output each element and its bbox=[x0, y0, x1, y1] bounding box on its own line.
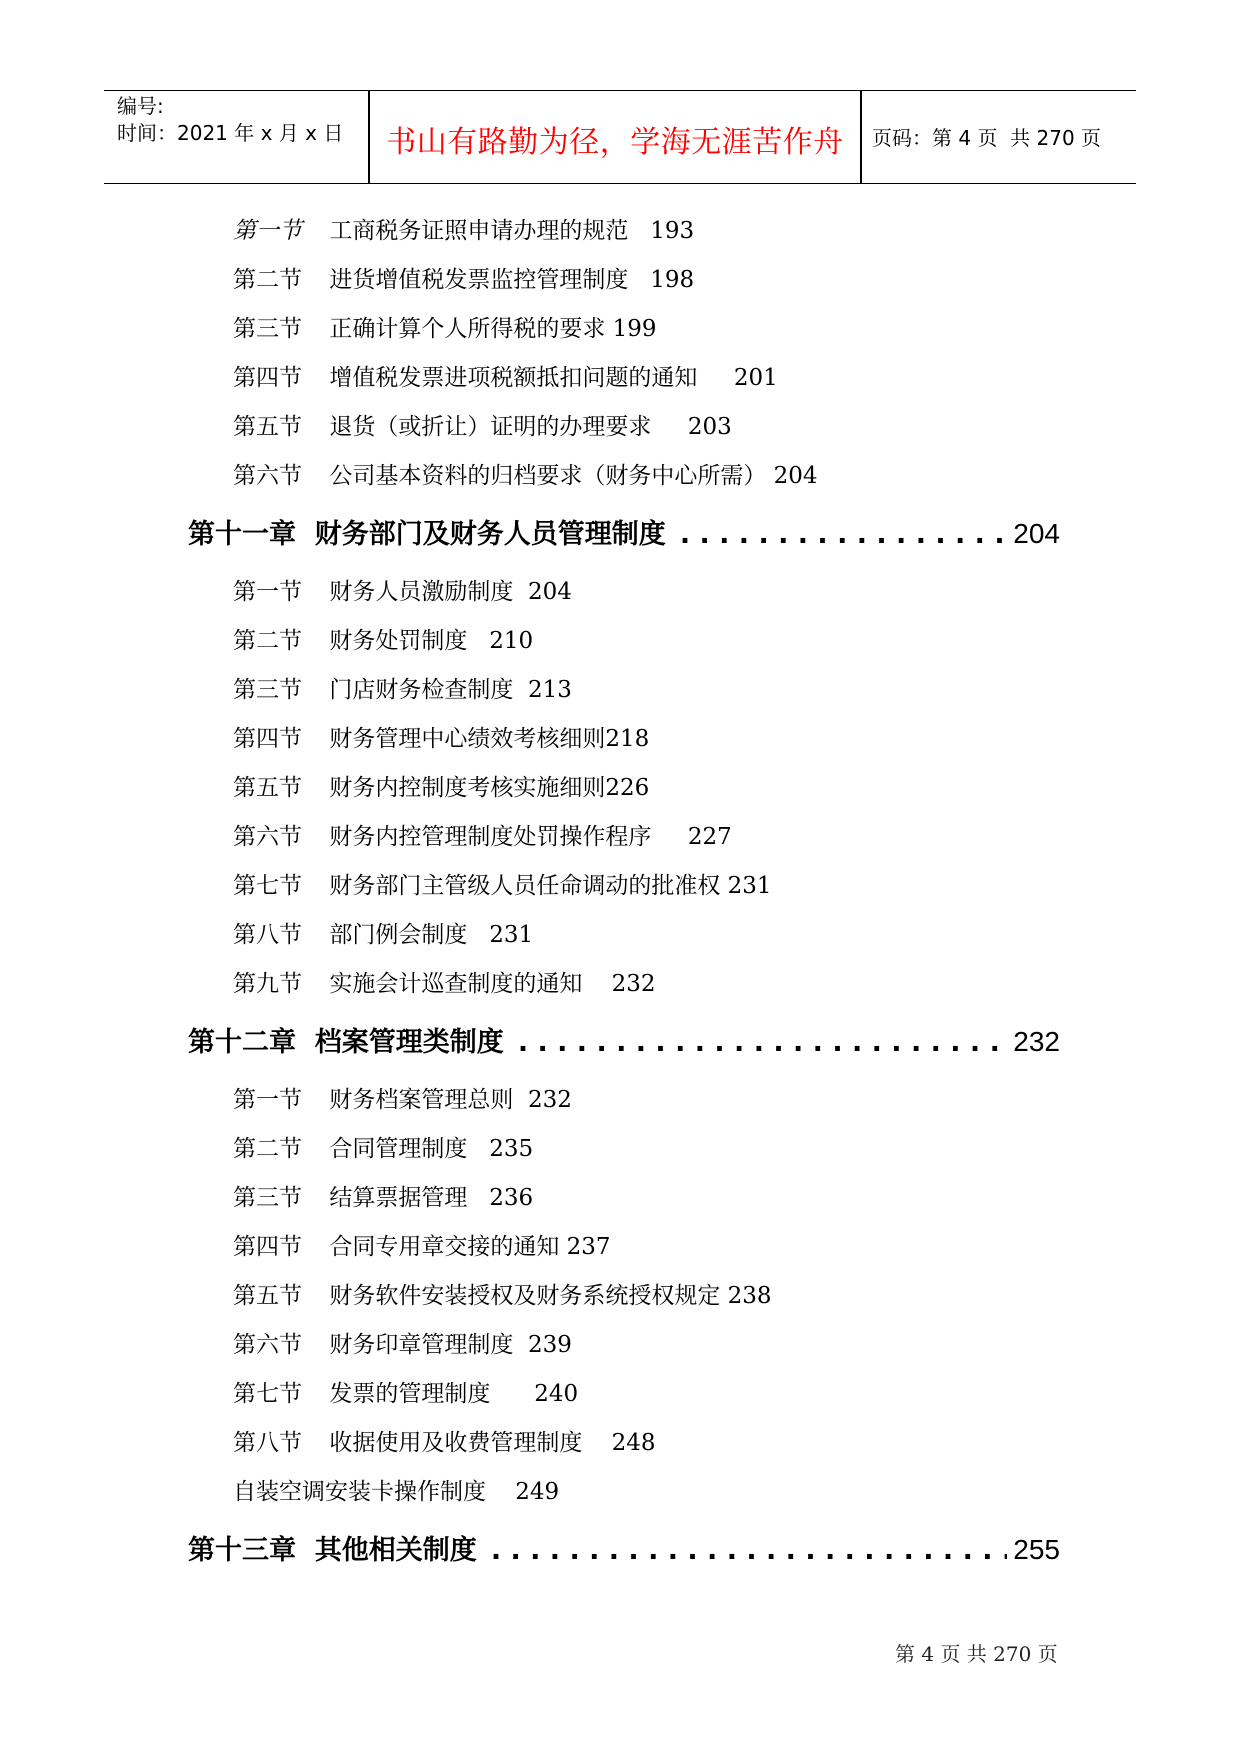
toc-section[interactable] bbox=[233, 773, 649, 803]
toc-section[interactable] bbox=[233, 1085, 572, 1115]
toc-dot-leader bbox=[491, 1534, 1007, 1568]
toc-section-gap bbox=[628, 218, 650, 244]
toc-chapter-title: 第十二章 档案管理类制度 bbox=[188, 1027, 504, 1058]
toc-section-page: 231 bbox=[489, 922, 534, 948]
toc-section-gap bbox=[720, 1283, 727, 1309]
toc-section-title: 合同管理制度 bbox=[329, 1136, 468, 1162]
toc-section-title: 自装空调安装卡操作制度 bbox=[233, 1479, 486, 1505]
toc-section-title: 部门例会制度 bbox=[329, 922, 468, 948]
toc-section-label: 第八节 bbox=[233, 1430, 302, 1456]
toc-section-page: 193 bbox=[650, 218, 695, 244]
toc-section-label: 第四节 bbox=[233, 365, 302, 391]
header-number-label: 编号: bbox=[117, 94, 164, 118]
toc-section-title: 财务内控管理制度处罚操作程序 bbox=[329, 824, 652, 850]
toc-section-page: 201 bbox=[733, 365, 778, 391]
toc-section-title: 增值税发票进项税额抵扣问题的通知 bbox=[329, 365, 698, 391]
toc-section-gap bbox=[513, 677, 528, 703]
toc-section-page: 236 bbox=[489, 1185, 534, 1211]
page-footer: 第 4 页 共 270 页 bbox=[895, 1642, 1058, 1666]
toc-section-gap bbox=[697, 365, 734, 391]
toc-section[interactable] bbox=[233, 216, 694, 246]
toc-section-label: 第一节 bbox=[233, 1087, 302, 1113]
toc-section[interactable] bbox=[233, 1428, 655, 1458]
toc-section-page: 237 bbox=[566, 1234, 611, 1260]
toc-section-title: 退货（或折让）证明的办理要求 bbox=[329, 414, 652, 440]
toc-section-title: 工商税务证照申请办理的规范 bbox=[329, 218, 629, 244]
toc-section-gap bbox=[486, 1479, 515, 1505]
toc-section-page: 213 bbox=[527, 677, 572, 703]
header-meta bbox=[117, 93, 343, 147]
toc-section-gap bbox=[766, 463, 773, 489]
toc-section[interactable] bbox=[233, 1477, 559, 1507]
toc-section-gap bbox=[513, 1332, 528, 1358]
toc-section-gap bbox=[490, 1381, 534, 1407]
toc-section-title: 财务管理中心绩效考核细则 bbox=[329, 726, 606, 752]
toc-section-label: 第四节 bbox=[233, 1234, 302, 1260]
toc-section-title: 财务处罚制度 bbox=[329, 628, 468, 654]
toc-section-label: 第三节 bbox=[233, 316, 302, 342]
toc-section-gap bbox=[467, 922, 489, 948]
toc-section-gap bbox=[467, 1136, 489, 1162]
toc-section-gap bbox=[605, 316, 612, 342]
toc-section-page: 227 bbox=[687, 824, 732, 850]
toc-section-gap bbox=[467, 628, 489, 654]
toc-section-title: 正确计算个人所得税的要求 bbox=[329, 316, 606, 342]
toc-section[interactable] bbox=[233, 1134, 533, 1164]
toc-section-gap bbox=[582, 1430, 611, 1456]
toc-section-page: 226 bbox=[605, 775, 650, 801]
toc-section[interactable] bbox=[233, 412, 732, 442]
toc-section-label: 第五节 bbox=[233, 1283, 302, 1309]
toc-section-gap bbox=[513, 579, 528, 605]
toc-section[interactable] bbox=[233, 1330, 572, 1360]
toc-chapter[interactable] bbox=[188, 517, 1060, 552]
toc-section-label: 第二节 bbox=[233, 267, 302, 293]
toc-section[interactable] bbox=[233, 577, 572, 607]
toc-section-title: 财务人员激励制度 bbox=[329, 579, 514, 605]
toc-section[interactable] bbox=[233, 920, 533, 950]
toc-section-label: 第五节 bbox=[233, 414, 302, 440]
toc-section-gap bbox=[559, 1234, 566, 1260]
toc-section-page: 204 bbox=[773, 463, 818, 489]
toc-section-gap bbox=[628, 267, 650, 293]
toc-section-label: 第六节 bbox=[233, 1332, 302, 1358]
toc-section-page: 240 bbox=[534, 1381, 579, 1407]
toc-section-label: 第四节 bbox=[233, 726, 302, 752]
toc-section-title: 结算票据管理 bbox=[329, 1185, 468, 1211]
toc-section[interactable] bbox=[233, 969, 655, 999]
toc-section-label: 第二节 bbox=[233, 628, 302, 654]
toc-chapter[interactable] bbox=[188, 1533, 1060, 1568]
toc-section-label: 第六节 bbox=[233, 463, 302, 489]
toc-section-label: 第六节 bbox=[233, 824, 302, 850]
toc-section-title: 财务内控制度考核实施细则 bbox=[329, 775, 606, 801]
toc-chapter[interactable] bbox=[188, 1025, 1060, 1060]
toc-section[interactable] bbox=[233, 363, 778, 393]
toc-section-title: 财务软件安装授权及财务系统授权规定 bbox=[329, 1283, 721, 1309]
toc-section-gap bbox=[582, 971, 611, 997]
toc-section[interactable] bbox=[233, 314, 657, 344]
header-motto: 书山有路勤为径，学海无涯苦作舟 bbox=[386, 125, 844, 160]
toc-section-title: 发票的管理制度 bbox=[329, 1381, 491, 1407]
toc-section-gap bbox=[651, 414, 688, 440]
toc-section-title: 合同专用章交接的通知 bbox=[329, 1234, 560, 1260]
toc-section[interactable] bbox=[233, 1232, 611, 1262]
toc-chapter-page: 232 bbox=[1013, 1026, 1060, 1057]
toc-section-page: 248 bbox=[611, 1430, 656, 1456]
toc-section[interactable] bbox=[233, 1183, 533, 1213]
toc-section[interactable] bbox=[233, 822, 732, 852]
header-page-label: 页码：第 4 页 共 270 页 bbox=[872, 126, 1102, 150]
toc-section-page: 210 bbox=[489, 628, 534, 654]
header-time-label: 时间：2021 年 x 月 x 日 bbox=[117, 121, 344, 145]
toc-section-label: 第七节 bbox=[233, 873, 302, 899]
toc-section[interactable] bbox=[233, 461, 818, 491]
toc-section-label: 第三节 bbox=[233, 677, 302, 703]
toc-section-page: 218 bbox=[605, 726, 650, 752]
toc-chapter-page: 204 bbox=[1013, 518, 1060, 549]
toc-dot-leader bbox=[518, 1026, 1007, 1060]
toc-section-gap bbox=[513, 1087, 528, 1113]
page-header bbox=[104, 90, 1136, 184]
toc-section-page: 238 bbox=[727, 1283, 772, 1309]
toc-section-label: 第二节 bbox=[233, 1136, 302, 1162]
toc-section[interactable] bbox=[233, 724, 649, 754]
toc-section[interactable] bbox=[233, 626, 533, 656]
toc-section[interactable] bbox=[233, 871, 772, 901]
toc-section-page: 235 bbox=[489, 1136, 534, 1162]
toc-section-page: 198 bbox=[650, 267, 695, 293]
toc-dot-leader bbox=[680, 518, 1007, 552]
toc-section-title: 财务档案管理总则 bbox=[329, 1087, 514, 1113]
toc-section-page: 203 bbox=[687, 414, 732, 440]
toc-section-page: 232 bbox=[611, 971, 656, 997]
toc-section-title: 进货增值税发票监控管理制度 bbox=[329, 267, 629, 293]
toc-section-gap bbox=[467, 1185, 489, 1211]
toc-chapter-title: 第十三章 其他相关制度 bbox=[188, 1535, 477, 1566]
toc-section-label: 第三节 bbox=[233, 1185, 302, 1211]
toc-section-gap bbox=[651, 824, 688, 850]
toc-chapter-page: 255 bbox=[1013, 1534, 1060, 1565]
toc-section-page: 232 bbox=[527, 1087, 572, 1113]
header-divider bbox=[860, 91, 862, 183]
toc-section-title: 收据使用及收费管理制度 bbox=[329, 1430, 583, 1456]
toc-section-label: 第九节 bbox=[233, 971, 302, 997]
toc-section-page: 239 bbox=[527, 1332, 572, 1358]
toc-section-label: 第七节 bbox=[233, 1381, 302, 1407]
toc-section-title: 财务印章管理制度 bbox=[329, 1332, 514, 1358]
toc-section-page: 231 bbox=[727, 873, 772, 899]
toc-section-page: 249 bbox=[515, 1479, 560, 1505]
toc-section-label: 第一节 bbox=[233, 579, 302, 605]
toc-section-title: 财务部门主管级人员任命调动的批准权 bbox=[329, 873, 721, 899]
toc-section-page: 204 bbox=[527, 579, 572, 605]
toc-section-page: 199 bbox=[612, 316, 657, 342]
toc-chapter-title: 第十一章 财务部门及财务人员管理制度 bbox=[188, 519, 666, 550]
toc-section-label: 第八节 bbox=[233, 922, 302, 948]
toc-section[interactable] bbox=[233, 265, 694, 295]
toc-section[interactable] bbox=[233, 1379, 578, 1409]
toc-section-gap bbox=[720, 873, 727, 899]
toc-section-title: 实施会计巡查制度的通知 bbox=[329, 971, 583, 997]
toc-section-label: 第一节 bbox=[233, 218, 302, 244]
toc-section-title: 公司基本资料的归档要求（财务中心所需） bbox=[329, 463, 767, 489]
toc-section[interactable] bbox=[233, 675, 572, 705]
toc-section-title: 门店财务检查制度 bbox=[329, 677, 514, 703]
toc-section-label: 第五节 bbox=[233, 775, 302, 801]
toc-section[interactable] bbox=[233, 1281, 772, 1311]
